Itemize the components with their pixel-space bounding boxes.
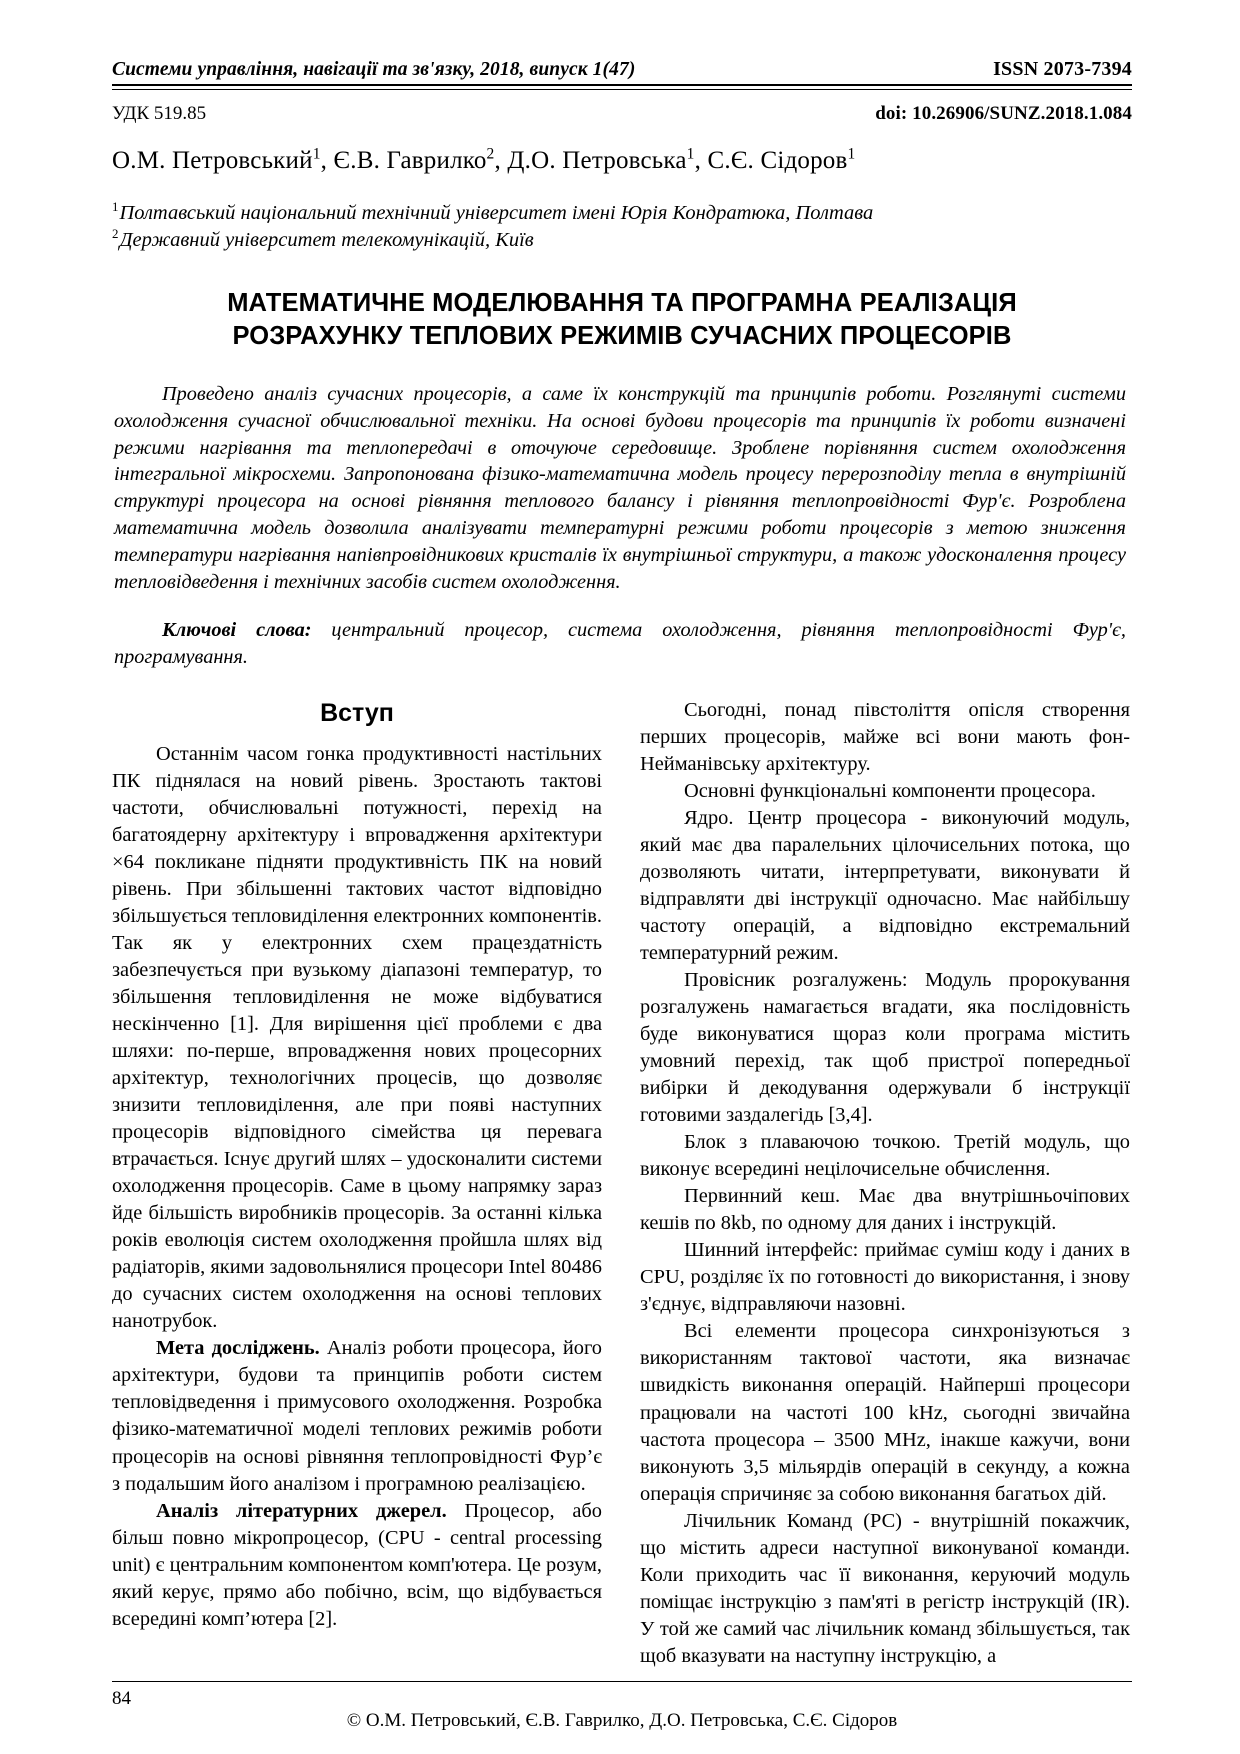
page-title [112,287,1132,353]
affiliation-marker: 2 [112,225,119,241]
affiliation-item [112,227,1132,254]
paragraph-lead: Мета досліджень. [156,1337,320,1360]
keywords-block [112,617,1132,671]
paragraph-text: Лічильник Команд (РС) - внутрішній покажчик, що містить адреси наступної виконуваної команди. Коли приходить час її виконання, керуючий модуль поміщає інструкцію з пам'яті в регістр інструкцій (IR). У той же самий час лічильник команд збільшується, так щоб вказувати на наступну інструкцію, а [640,1509,1130,1667]
author-name: О.М. Петровський [112,146,313,174]
paragraph-text: Сьогодні, понад півстоліття опісля створення перших процесорів, майже всі вони мають фон-Нейманівську архітектуру. [640,698,1130,775]
paragraph [640,778,1130,805]
paragraph [640,1237,1130,1318]
column-right [640,697,1130,1670]
section-heading-intro: Вступ [320,698,394,727]
keywords-text: центральний процесор, система охолодження, рівняння теплопровідності Фур'є, програмування. [114,618,1127,668]
copyright-notice: © О.М. Петровський, Є.В. Гаврилко, Д.О. Петровська, С.Є. Сідоров [346,1710,898,1731]
body-columns [112,697,1132,1670]
affiliation-list [112,200,1132,255]
paragraph-text: Провісник розгалужень: Модуль пророкування розгалужень намагається вгадати, яка послідовність буде виконуватися щораз коли програма містить умовний перехід, так щоб пристрої попередньої вибірки й декодування одержували б інструкції готовими заздалегідь [3,4]. [640,969,1130,1127]
title-line-2: РОЗРАХУНКУ ТЕПЛОВИХ РЕЖИМІВ СУЧАСНИХ ПРОЦЕСОРІВ [232,321,1012,350]
affiliation-text: Державний університет телекомунікацій, Київ [119,228,534,251]
paragraph [640,805,1130,967]
author-affil-marker: 2 [486,145,495,163]
paragraph [640,967,1130,1129]
paragraph-text: Процесор, або більш повно мікропроцесор, (CPU - central processing unit) є центральним компонентом комп'ютера. Це розум, який керує, прямо або побічно, всім, що відбувається всередині комп’ютера [2]. [112,1499,602,1630]
paragraph [640,1508,1130,1670]
page-number: 84 [112,1688,131,1709]
paragraph [640,1129,1130,1183]
title-line-1: МАТЕМАТИЧНЕ МОДЕЛЮВАННЯ ТА ПРОГРАМНА РЕАЛІЗАЦІЯ [227,289,1017,317]
column-left [112,697,602,1670]
author-affil-marker: 1 [847,145,856,163]
page-footer [112,1681,1132,1731]
paragraph-text: Основні функціональні компоненти процесора. [684,779,1096,802]
affiliation-item [112,200,1132,227]
abstract-text: Проведено аналіз сучасних процесорів, а саме їх конструкцій та принципів роботи. Розглянуті системи охолодження сучасної обчислювальної техніки. На основі будови процесорів та принципів їх роботи визначені режими нагрівання та теплопередачі в оточуюче середовище. Зроблене порівняння систем охолодження інтегральної мікросхеми. Запропонована фізико-математична модель процесу перерозподілу тепла в внутрішній структурі процесора на основі рівняння теплового балансу і рівняння теплопровідності Фур'є. Розроблена математична модель дозволила аналізувати температурні режими роботи процесорів з метою зниження температури нагрівання напівпровідникових кристалів їх внутрішньої структури, а також удосконалення процесу тепловідведення і технічних засобів систем охолодження. [114,382,1126,594]
paragraph-text: Шинний інтерфейс: приймає суміш коду і даних в CPU, розділяє їх по готовності до використання, і знову з'єднує, відправляючи назовні. [640,1239,1130,1316]
author-name: Д.О. Петровська [507,146,687,174]
author-affil-marker: 1 [686,145,695,163]
author-name: Є.В. Гаврилко [333,146,487,174]
udk-code: УДК 519.85 [112,102,207,124]
paragraph-text: Ядро. Центр процесора - виконуючий модуль, який має два паралельних цілочисельних потока, що дозволяють читати, інтерпретувати, виконувати й відправляти дві інструкції одночасно. Має найбільшу частоту операцій, а відповідно екстремальний температурний режим. [640,806,1130,964]
paragraph-text: Всі елементи процесора синхронізуються з використанням тактової частоти, яка визначає швидкість виконання операцій. Найперші процесори працювали на частоті 100 kHz, сьогодні звичайна частота процесора – 3500 MHz, інакше кажучи, вони виконують 3,5 мільярдів операцій в секунду, а кожна операція спричиняє за собою виконання багатьох дій. [640,1320,1130,1505]
paragraph-lead: Аналіз літературних джерел. [156,1499,447,1522]
doi-link[interactable]: doi: 10.26906/SUNZ.2018.1.084 [875,102,1132,124]
affiliation-text: Полтавський національний технічний університет імені Юрія Кондратюка, Полтава [119,201,874,224]
paragraph [640,697,1130,778]
paragraph-text: Аналіз роботи процесора, його архітектури, будови та принципів роботи систем тепловідведення і примусового охолодження. Розробка фізико-математичної моделі теплових режимів роботи процесорів на основі рівняння теплопровідності Фур’є з подальшим його аналізом і програмною реалізацією. [112,1337,602,1495]
header-divider [112,84,1132,90]
author-list: О.М. Петровський$^1$, Є.В. Гаврилко$^2$, Д.О. Петровська$^1$, С.Є. Сідоров$^1$ [112,145,856,174]
affiliation-marker: 1 [112,198,119,214]
keywords-label: Ключові слова: [162,618,312,641]
paragraph [640,1183,1130,1237]
paragraph [112,1498,602,1633]
paragraph [112,741,602,1336]
paragraph-text: Блок з плаваючою точкою. Третій модуль, що виконує всередині нецілочисельне обчислення. [640,1131,1130,1181]
running-head [112,58,1132,81]
author-affil-marker: 1 [312,145,321,163]
journal-citation: Системи управління, навігації та зв'язку, 2018, випуск 1(47) [112,59,636,80]
paragraph [112,1335,602,1497]
paragraph [640,1318,1130,1507]
footer-divider [112,1681,1132,1682]
issn-label: ISSN 2073-7394 [993,58,1132,80]
paragraph-text: Останнім часом гонка продуктивності настільних ПК піднялася на новий рівень. Зростають тактові частоти, обчислювальні потужності, перехід на багатоядерну архітектуру і впровадження архітектури ×64 покликане підняти продуктивність ПК на новий рівень. При збільшенні тактових частот відповідно збільшується тепловиділення електронних компонентів. Так як у електронних схем працездатність забезпечується при вузькому діапазоні температур, то збільшення тепловиділення не може відбуватися нескінченно [1]. Для вирішення цієї проблеми є два шляхи: по-перше, впровадження нових процесорних архітектур, технологічних процесів, що дозволяє знизити тепловиділення, але при появі наступних процесорів відповідного сімейства ця перевага втрачається. Існує другий шлях – удосконалити системи охолодження процесорів. Саме в цьому напрямку зараз йде більшість виробників процесорів. За останні кілька років еволюція систем охолодження пройшла шлях від радіаторів, якими задовольнялися процесори Intel 80486 до сучасних систем охолодження на основі теплових нанотрубок. [112,742,602,1333]
paragraph-text: Первинний кеш. Має два внутрішньочіпових кешів по 8kb, по одному для даних і інструкцій. [640,1185,1130,1235]
identifier-row [112,103,1132,125]
author-name: С.Є. Сідоров [707,146,848,174]
